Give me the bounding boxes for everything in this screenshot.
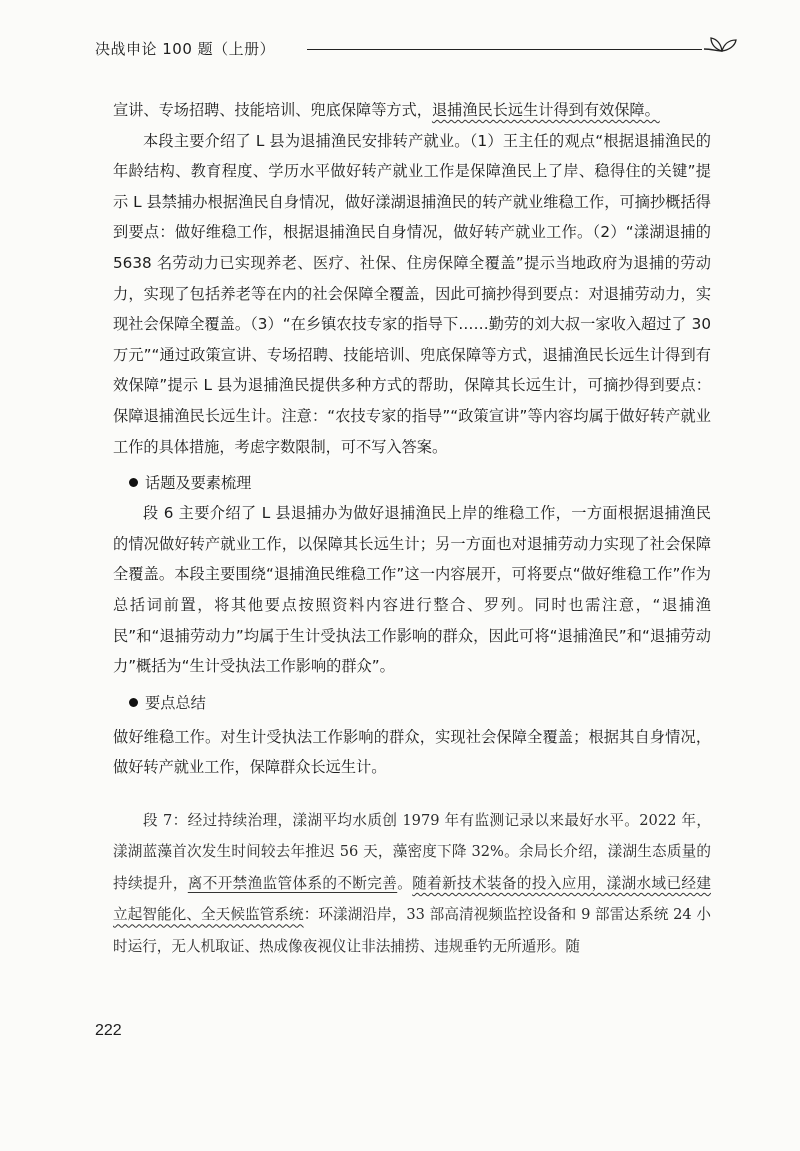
section-heading-topic [113, 468, 711, 498]
continued-text: 宣讲、专场招聘、技能培训、兜底保障等方式， [113, 101, 432, 119]
bullet-dot-icon [129, 478, 138, 487]
summary-paragraph: 做好维稳工作。对生计受执法工作影响的群众，实现社会保障全覆盖；根据其自身情况，做好转产就业工作，保障群众长远生计。 [113, 727, 711, 777]
section-heading-summary [113, 688, 711, 718]
page-number: 222 [95, 1022, 122, 1039]
page-content [113, 95, 711, 962]
source-text: 。 [397, 874, 413, 892]
source-text: ：环漾湖沿岸，33 部高清视频监控设备和 9 部雷达系统 24 小时运行，无人机取证、热成像夜视仪让非法捕捞、违规垂钓无所遁形。随 [113, 906, 711, 955]
analysis-paragraph: 本段主要介绍了 L 县为退捕渔民安排转产就业。（1）王主任的观点“根据退捕渔民的年龄结构、教育程度、学历水平做好转产就业工作是保障渔民上了岸、稳得住的关键”提示 L 县禁捕办根据渔民自身情况，做好漾湖退捕渔民的转产就业维稳工作，可摘抄概括得到要点：做好维稳工作，根据退捕渔民自身情况，做好转产就业工作。（2）“漾湖退捕的 5638 名劳动力已实现养老、医疗、社保、住房保障全覆盖”提示当地政府为退捕的劳动力，实现了包括养老等在内的社会保障全覆盖，因此可摘抄得到要点：对退捕劳动力，实现社会保障全覆盖。（3）“在乡镇农技专家的指导下……勤劳的刘大叔一家收入超过了 30 万元”“通过政策宣讲、专场招聘、技能培训、兜底保障等方式，退捕渔民长远生计得到有效保障”提示 L 县为退捕渔民提供多种方式的帮助，保障其长远生计，可摘抄得到要点：保障退捕渔民长远生计。注意：“农技专家的指导”“政策宣讲”等内容均属于做好转产就业工作的具体措施，考虑字数限制，可不写入答案。 [113, 131, 711, 456]
heading-text: 话题及要素梳理 [145, 474, 252, 493]
underlined-phrase: 离不开禁渔监管体系的不断完善 [187, 874, 398, 892]
underlined-phrase: 退捕渔民长远生计得到有效保障。 [431, 101, 660, 119]
running-header [95, 34, 745, 64]
sprout-icon [702, 34, 742, 60]
wavy-underlined-phrase: 随着新技术装备的投入应用，漾湖水域已经建立起智能化、全天候监管系统 [113, 874, 711, 924]
heading-text: 要点总结 [145, 693, 206, 712]
book-title: 决战申论 100 题（上册） [95, 40, 276, 58]
topic-paragraph: 段 6 主要介绍了 L 县退捕办为做好退捕渔民上岸的维稳工作，一方面根据退捕渔民的情况做好转产就业工作，以保障其长远生计；另一方面也对退捕劳动力实现了社会保障全覆盖。本段主要围绕“退捕渔民维稳工作”这一内容展开，可将要点“做好维稳工作”作为总括词前置，将其他要点按照资料内容进行整合、罗列。同时也需注意，“退捕渔民”和“退捕劳动力”均属于生计受执法工作影响的群众，因此可将“退捕渔民”和“退捕劳动力”概括为“生计受执法工作影响的群众”。 [113, 504, 711, 676]
source-text: 段 7：经过持续治理，漾湖平均水质创 1979 年有监测记录以来最好水平。2022 年，漾湖蓝藻首次发生时间较去年推迟 56 天，藻密度下降 32%。余局长介绍，漾湖生态质量的持续提升， [113, 811, 711, 892]
header-rule [307, 49, 702, 50]
source-paragraph-7 [113, 805, 711, 963]
paragraph-continued [113, 95, 711, 126]
bullet-dot-icon [129, 698, 138, 707]
